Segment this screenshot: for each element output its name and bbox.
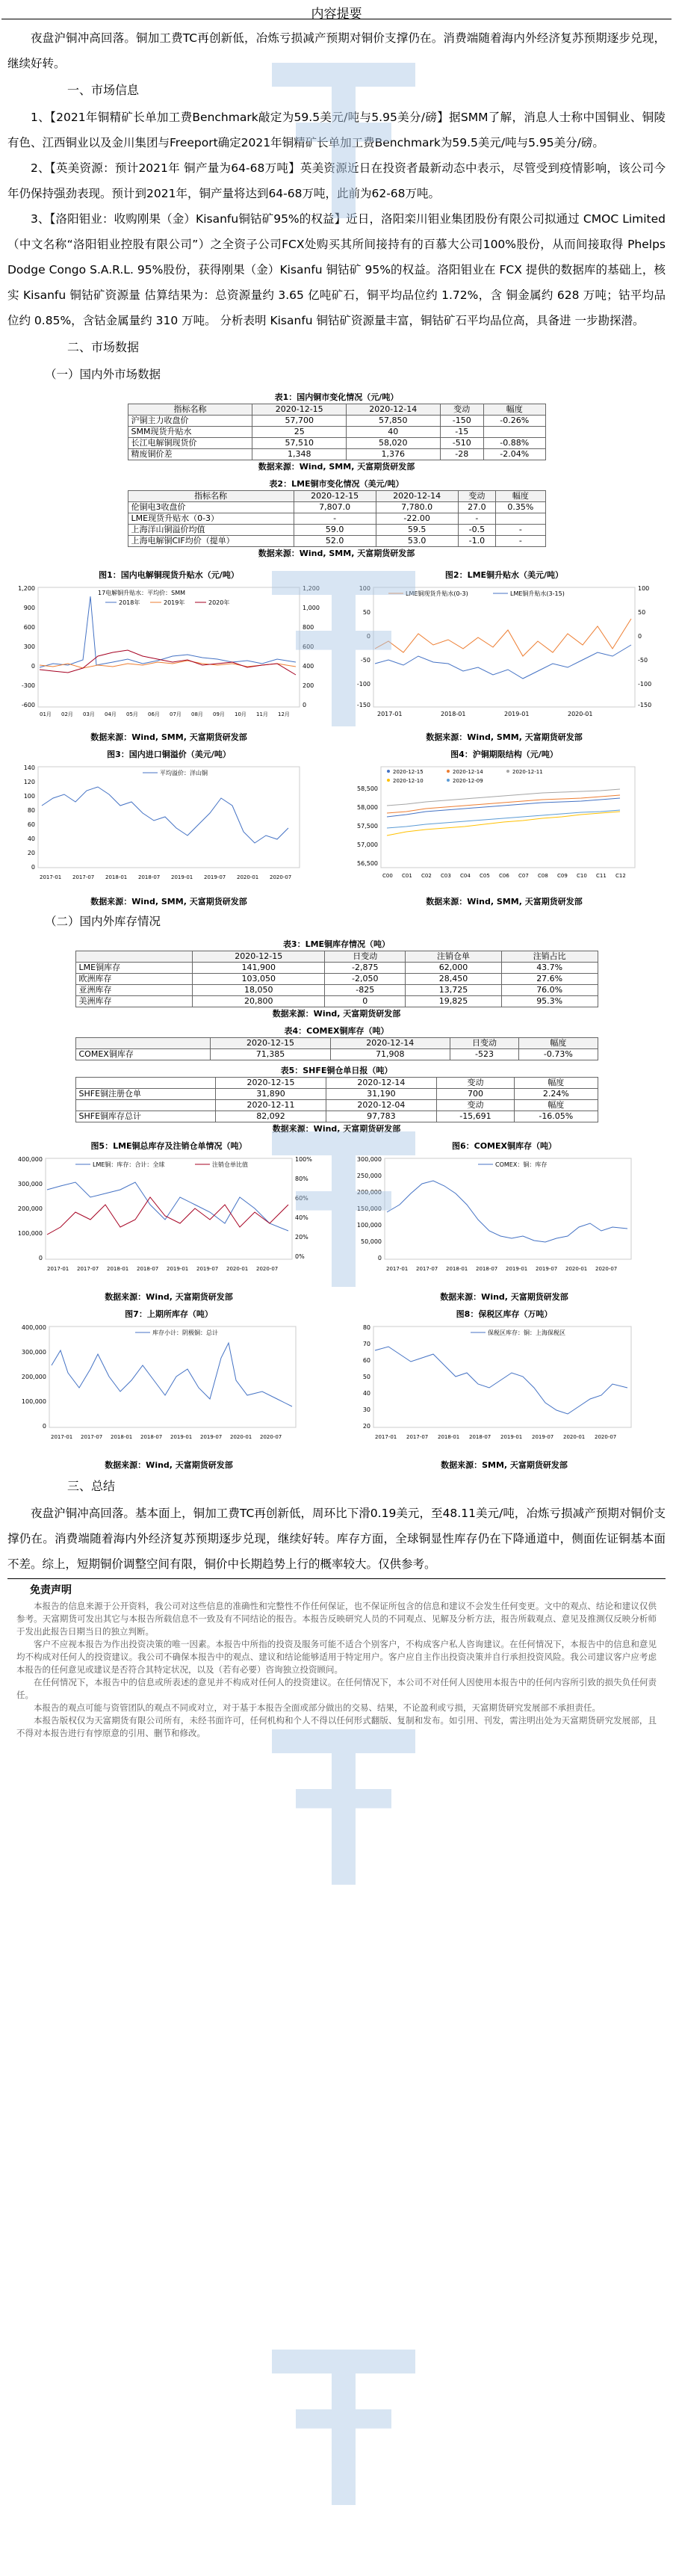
page-header: 内容提要 <box>1 0 672 19</box>
svg-text:06月: 06月 <box>148 711 160 717</box>
curve-1209 <box>387 810 620 828</box>
table-header: 2020-12-14 <box>346 404 440 416</box>
svg-text:2017-01: 2017-01 <box>40 874 62 880</box>
svg-text:60: 60 <box>362 1357 370 1364</box>
svg-text:-600: -600 <box>21 702 35 708</box>
svg-text:07月: 07月 <box>170 711 182 717</box>
series-lme-0-3 <box>375 619 631 656</box>
svg-text:2017-07: 2017-07 <box>72 874 95 880</box>
svg-text:2018-01: 2018-01 <box>111 1434 133 1440</box>
svg-text:400,000: 400,000 <box>17 1156 43 1163</box>
svg-text:50: 50 <box>362 609 370 616</box>
svg-text:0: 0 <box>366 633 370 640</box>
svg-text:60%: 60% <box>295 1195 308 1202</box>
table-row: SMM现货升贴水 25 40 -15 <box>128 427 545 438</box>
news-item-1: 1、【2021年铜精矿长单加工费Benchmark敲定为59.5美元/吨与5.95美分/磅】据SMM了解，消息人士称中国铜业、铜陵有色、江西铜业以及金川集团与Freeport确定2021年铜精矿长单加工费Benchmark为59.5美元/吨与5.95美分/磅。 <box>7 111 666 149</box>
svg-text:02月: 02月 <box>61 711 73 717</box>
svg-text:0: 0 <box>38 1255 43 1261</box>
svg-text:1,200: 1,200 <box>18 585 35 592</box>
svg-text:600: 600 <box>23 624 35 631</box>
subsection-inventory: （二）国内外库存情况 <box>45 915 161 928</box>
svg-text:2020-07: 2020-07 <box>260 1434 282 1440</box>
chart-bonded-inventory <box>344 1321 665 1459</box>
svg-text:2019-07: 2019-07 <box>532 1434 554 1440</box>
series-lme-3-15 <box>375 645 631 679</box>
source-note: 数据来源：SMM, 天富期货研发部 <box>441 1460 568 1470</box>
svg-text:2018-01: 2018-01 <box>105 874 128 880</box>
svg-text:250,000: 250,000 <box>356 1173 382 1179</box>
source-note: 数据来源：Wind, SMM, 天富期货研发部 <box>426 897 583 906</box>
news-item-3: 3、【洛阳钼业：收购刚果（金）Kisanfu铜钴矿95%的权益】近日，洛阳栾川钼业集团股份有限公司拟通过 CMOC Limited（中文名称“洛阳钼业控股有限公司”）之全资子公司FCX处购买其所间接持有的百慕大公司100%股份，从而间接取得 Phelps Dodge Congo S.A.R.L. 95%股份，获得刚果（金）Kisanfu 铜钴矿 95%的权益。洛阳钼业在 FCX 提供的数据库的基础上，核实 Kisanfu 铜钴矿资源量 估算结果为：总资源量约 3.65 亿吨矿石，铜平均品位约 1.72%，含 铜金属约 628 万吨；钴平均品位约 0.85%，含钴金属量约 310 万吨。 分析表明 Kisanfu 铜钴矿资源量丰富，铜钴矿石平均品位高，具备进 一步勘探潜。 <box>7 212 666 327</box>
figure-6-caption: 图6：COMEX铜库存（吨） <box>451 1141 557 1151</box>
watermark-logo <box>224 2302 463 2541</box>
source-note: 数据来源：Wind, SMM, 天富期货研发部 <box>426 732 583 742</box>
table1 <box>128 404 546 460</box>
series-yangshan <box>42 787 288 843</box>
table4-caption: 表4：COMEX铜库存（吨） <box>284 1026 389 1036</box>
svg-text:01月: 01月 <box>40 711 52 717</box>
curve-1211 <box>387 789 620 806</box>
series-shfe <box>52 1343 292 1406</box>
disclaimer-paragraph: 在任何情况下，本报告中的信息或所表述的意见并不构成对任何人的投资建议。在任何情况下，本公司不对任何人因使用本报告中的任何内容所引致的损失负任何责任。 <box>16 1677 657 1700</box>
table-row: 欧洲库存 103,050 -2,050 28,450 27.6% <box>75 974 598 985</box>
svg-text:2017-07: 2017-07 <box>406 1434 429 1440</box>
svg-text:2017-01: 2017-01 <box>51 1434 73 1440</box>
svg-text:-50: -50 <box>638 657 648 664</box>
svg-text:2020-01: 2020-01 <box>568 711 593 717</box>
table-row: COMEX铜库存 71,385 71,908 -523 -0.73% <box>75 1049 598 1060</box>
legend-label: 平均溢价：洋山铜 <box>160 770 208 776</box>
figure-1-caption: 图1：国内电解铜现货升贴水（元/吨） <box>99 570 239 580</box>
svg-text:2020-07: 2020-07 <box>595 1434 617 1440</box>
figure-8 <box>341 1304 667 1472</box>
svg-text:2017-07: 2017-07 <box>81 1434 103 1440</box>
svg-text:120: 120 <box>23 779 35 785</box>
svg-text:2018-07: 2018-07 <box>140 1434 163 1440</box>
disclaimer-paragraph: 客户不应视本报告为作出投资决策的唯一因素。本报告中所指的投资及服务可能不适合个别客户，不构成客户私人咨询建议。在任何情况下，本报告中的信息和意见均不构成对任何人的投资建议。我公司不确保本报告中的观点、建议和结论能够适用于特定用户。客户应自主作出投资决策并自行承担投资风险。我公司建议客户应考虑本报告的任何意见或建议是否符合其特定状况，以及（若有必要）咨询独立投资顾问。 <box>16 1639 657 1675</box>
svg-text:80: 80 <box>27 807 35 814</box>
svg-text:2019-01: 2019-01 <box>504 711 530 717</box>
chart-import-premium <box>8 761 329 895</box>
divider <box>7 1578 666 1579</box>
section-market-data: 二、市场数据 <box>67 340 140 354</box>
svg-text:0: 0 <box>31 663 35 670</box>
svg-text:50: 50 <box>638 609 646 616</box>
svg-text:2018-07: 2018-07 <box>137 1266 159 1272</box>
svg-text:300,000: 300,000 <box>17 1181 43 1187</box>
svg-text:100: 100 <box>638 585 650 592</box>
svg-text:C12: C12 <box>615 873 626 879</box>
svg-text:100: 100 <box>359 585 370 592</box>
table-header: 幅度 <box>496 491 545 502</box>
svg-text:C07: C07 <box>518 873 529 879</box>
source-note: 数据来源：Wind, 天富期货研发部 <box>272 1124 401 1134</box>
legend-label: LME铜升贴水(3-15) <box>510 590 565 597</box>
svg-text:2020-07: 2020-07 <box>256 1266 279 1272</box>
svg-text:100,000: 100,000 <box>17 1230 43 1237</box>
table-header: 2020-12-15 <box>294 491 376 502</box>
svg-text:70: 70 <box>362 1341 370 1347</box>
svg-text:0: 0 <box>303 702 307 708</box>
svg-text:800: 800 <box>303 624 314 631</box>
svg-text:40: 40 <box>27 835 35 842</box>
svg-text:11月: 11月 <box>256 711 268 717</box>
y-axis-right-ticks <box>303 585 320 708</box>
svg-text:2020-07: 2020-07 <box>595 1266 618 1272</box>
source-note: 数据来源：Wind, 天富期货研发部 <box>105 1292 233 1302</box>
chart-comex-inventory <box>344 1152 665 1291</box>
svg-text:300,000: 300,000 <box>356 1156 382 1163</box>
svg-text:56,500: 56,500 <box>357 860 378 867</box>
svg-text:2017-07: 2017-07 <box>416 1266 438 1272</box>
legend-label: 2018年 <box>119 599 140 606</box>
svg-text:200: 200 <box>303 682 314 689</box>
figure-4 <box>341 744 667 909</box>
svg-text:2017-01: 2017-01 <box>375 1434 397 1440</box>
figure-4-caption: 图4：沪铜期限结构（元/吨） <box>450 750 558 759</box>
svg-text:C05: C05 <box>480 873 490 879</box>
table-header: 变动 <box>440 404 483 416</box>
subsection-market-data: （一）国内外市场数据 <box>45 368 161 381</box>
table-row: 美洲库存 20,800 0 19,825 95.3% <box>75 996 598 1007</box>
curve-1214 <box>387 795 620 813</box>
svg-text:300: 300 <box>23 643 35 650</box>
legend-label: 保税区库存：铜：上海保税区 <box>488 1329 565 1336</box>
figure-3 <box>6 744 332 909</box>
svg-text:12月: 12月 <box>278 711 290 717</box>
svg-text:C08: C08 <box>538 873 548 879</box>
svg-text:-100: -100 <box>356 681 370 688</box>
figure-3-caption: 图3：国内进口铜溢价（美元/吨） <box>107 750 231 759</box>
conclusion-text: 夜盘沪铜冲高回落。基本面上，铜加工费TC再创新低，周环比下滑0.19美元，至48.11美元/吨，冶炼亏损减产预期对铜价支撑仍在。消费端随着海内外经济复苏预期逐步兑现，继续好转。库存方面，全球铜显性库存仍在下降通道中，侧面佐证铜基本面不差。综上，短期铜价调整空间有限，铜价中长期趋势上行的概率较大。仅供参考。 <box>7 1507 666 1571</box>
figure-5 <box>6 1136 332 1304</box>
svg-text:100%: 100% <box>295 1156 312 1163</box>
table3-caption: 表3：LME铜库存情况（吨） <box>282 939 391 949</box>
table-row: SHFE铜注册仓单 31,890 31,190 700 2.24% <box>75 1089 598 1100</box>
table4: 2020-12-15 2020-12-14 日变动 幅度 COMEX铜库存 71,385 71,908 -523 -0.73% <box>75 1037 598 1060</box>
table3: 2020-12-15 日变动 注销仓单 注销占比 LME铜库存 141,900 -2,875 62,000 43.7% 欧洲库存 103,050 -2,050 28,450 27.6% 亚洲库存 18,050 -825 13,725 76.0% 美洲库存 20,800 0 19,825 95.3% <box>75 951 598 1007</box>
svg-text:03月: 03月 <box>83 711 95 717</box>
figure-7-caption: 图7：上期所库存（吨） <box>125 1309 213 1319</box>
table-header: 变动 <box>458 491 496 502</box>
table-row: 2020-12-11 2020-12-04 变动 幅度 <box>75 1100 598 1111</box>
legend-label: 2019年 <box>164 599 185 606</box>
svg-text:2017-01: 2017-01 <box>47 1266 69 1272</box>
svg-text:0%: 0% <box>295 1253 305 1260</box>
svg-text:05月: 05月 <box>126 711 138 717</box>
svg-text:2017-07: 2017-07 <box>77 1266 99 1272</box>
legend-label: LME铜现货升贴水(0-3) <box>406 590 468 597</box>
disclaimer-paragraph: 本报告的观点可能与资管团队的观点不同或对立，对于基于本报告全面或部分做出的交易、结果，不论盈利或亏损，天富期货研究发展部不承担责任。 <box>34 1702 601 1713</box>
table-row: 沪铜主力收盘价 57,700 57,850 -150 -0.26% <box>128 416 545 427</box>
figure-1 <box>6 565 332 744</box>
svg-text:20: 20 <box>27 850 35 856</box>
svg-text:2019-07: 2019-07 <box>536 1266 558 1272</box>
table-row: 长江电解铜现货价 57,510 58,020 -510 -0.88% <box>128 438 545 449</box>
chart-lme-premium <box>344 581 665 731</box>
source-note: 数据来源：Wind, 天富期货研发部 <box>272 1009 401 1019</box>
chart-lme-inventory <box>8 1152 329 1291</box>
source-note: 数据来源：Wind, SMM, 天富期货研发部 <box>258 462 415 472</box>
legend-label: 库存小计：阴极铜：总计 <box>152 1329 218 1336</box>
source-note: 数据来源：Wind, 天富期货研发部 <box>105 1460 233 1470</box>
svg-text:2018-01: 2018-01 <box>107 1266 129 1272</box>
svg-text:57,500: 57,500 <box>357 823 378 830</box>
svg-text:2018-01: 2018-01 <box>438 1434 460 1440</box>
svg-text:2019-01: 2019-01 <box>171 874 193 880</box>
svg-text:58,500: 58,500 <box>357 785 378 792</box>
legend-label: 2020-12-09 <box>453 778 483 784</box>
svg-text:0: 0 <box>377 1255 382 1261</box>
svg-text:10月: 10月 <box>235 711 246 717</box>
figure-6 <box>341 1136 667 1304</box>
svg-text:C01: C01 <box>402 873 412 879</box>
svg-text:2017-01: 2017-01 <box>386 1266 409 1272</box>
curve-1210 <box>387 812 620 835</box>
svg-text:30: 30 <box>362 1406 370 1413</box>
table2 <box>128 490 546 547</box>
svg-text:1,000: 1,000 <box>303 605 320 611</box>
svg-text:0: 0 <box>42 1423 46 1430</box>
svg-text:50: 50 <box>362 1374 370 1380</box>
table-row: 上海电解铜CIF均价（提单） 52.0 53.0 -1.0 - <box>128 536 545 547</box>
svg-text:C02: C02 <box>421 873 432 879</box>
chart-shfe-inventory <box>8 1321 329 1459</box>
svg-text:60: 60 <box>27 821 35 828</box>
y-axis-ticks <box>18 585 35 708</box>
figure-7 <box>6 1304 332 1472</box>
source-note: 数据来源：Wind, SMM, 天富期货研发部 <box>90 732 247 742</box>
svg-text:09月: 09月 <box>213 711 225 717</box>
svg-text:50,000: 50,000 <box>361 1238 382 1245</box>
svg-text:2020-01: 2020-01 <box>226 1266 249 1272</box>
disclaimer-paragraph: 本报告的信息来源于公开资料，我公司对这些信息的准确性和完整性不作任何保证，也不保证所包含的信息和建议不会发生任何变更。文中的观点、结论和建议仅供参考。天富期货可发出其它与本报告所载信息不一致及有不同结论的报告。本报告反映研究人员的不同观点、见解及分析方法，报告所载观点、意见及推测仅反映分析师于发出此报告日期当日的独立判断。 <box>16 1601 657 1637</box>
table5 <box>75 1077 598 1122</box>
svg-text:0: 0 <box>638 633 642 640</box>
svg-text:C10: C10 <box>577 873 587 879</box>
svg-text:-150: -150 <box>638 702 652 708</box>
svg-text:C09: C09 <box>557 873 568 879</box>
svg-text:2019-07: 2019-07 <box>200 1434 223 1440</box>
svg-text:C00: C00 <box>382 873 393 879</box>
svg-text:C04: C04 <box>460 873 471 879</box>
svg-text:C11: C11 <box>596 873 607 879</box>
svg-text:57,000: 57,000 <box>357 841 378 848</box>
svg-text:-50: -50 <box>360 657 370 664</box>
source-note: 数据来源：Wind, SMM, 天富期货研发部 <box>90 897 247 906</box>
source-note: 数据来源：Wind, SMM, 天富期货研发部 <box>258 549 415 558</box>
svg-text:200,000: 200,000 <box>21 1374 46 1380</box>
svg-text:2020-01: 2020-01 <box>565 1266 588 1272</box>
svg-text:400,000: 400,000 <box>21 1324 46 1331</box>
svg-text:-100: -100 <box>638 681 652 688</box>
svg-text:1,200: 1,200 <box>303 585 320 592</box>
svg-text:04月: 04月 <box>105 711 117 717</box>
svg-text:2019-07: 2019-07 <box>204 874 226 880</box>
svg-text:2019-01: 2019-01 <box>170 1434 193 1440</box>
svg-text:150,000: 150,000 <box>356 1205 382 1212</box>
legend-label: COMEX：铜：库存 <box>495 1161 548 1168</box>
svg-text:2019-07: 2019-07 <box>196 1266 219 1272</box>
figure-2-caption: 图2：LME铜升贴水（美元/吨） <box>444 570 564 580</box>
svg-text:2020-01: 2020-01 <box>230 1434 252 1440</box>
section-market-info: 一、市场信息 <box>67 83 140 97</box>
svg-text:2020-01: 2020-01 <box>563 1434 586 1440</box>
table-header: 指标名称 <box>128 404 252 416</box>
table-header: 指标名称 <box>128 491 294 502</box>
svg-text:200,000: 200,000 <box>17 1205 43 1212</box>
disclaimer-title: 免责声明 <box>30 1584 72 1596</box>
series-bonded <box>375 1347 627 1414</box>
figure-2 <box>341 565 667 744</box>
svg-text:40%: 40% <box>295 1214 308 1221</box>
series-2018 <box>40 596 296 667</box>
chart-legend-title: 17电解铜升贴水：平均价：SMM <box>98 590 186 596</box>
table5-caption: 表5：SHFE铜仓单日报（吨） <box>280 1066 393 1075</box>
table-row: 精废铜价差 1,348 1,376 -28 -2.04% <box>128 449 545 460</box>
svg-text:400: 400 <box>303 663 314 670</box>
legend-label: LME铜：库存：合计：全球 <box>93 1161 165 1168</box>
svg-text:-150: -150 <box>356 702 370 708</box>
svg-text:200,000: 200,000 <box>356 1189 382 1196</box>
table-row: 亚洲库存 18,050 -825 13,725 76.0% <box>75 985 598 996</box>
svg-text:-300: -300 <box>21 682 35 689</box>
series-lme-stock <box>47 1182 288 1231</box>
svg-text:2019-01: 2019-01 <box>500 1434 523 1440</box>
table-header: 2020-12-15 <box>252 404 347 416</box>
chart-term-structure <box>344 761 665 895</box>
svg-text:2018-07: 2018-07 <box>476 1266 498 1272</box>
svg-text:100,000: 100,000 <box>356 1222 382 1229</box>
legend-label: 2020-12-15 <box>393 769 424 775</box>
svg-text:C03: C03 <box>441 873 451 879</box>
table1-caption: 表1：国内铜市变化情况（元/吨） <box>274 392 399 402</box>
svg-text:20: 20 <box>362 1423 370 1430</box>
svg-text:2020-07: 2020-07 <box>270 874 292 880</box>
svg-text:80: 80 <box>362 1324 370 1331</box>
svg-text:2018-07: 2018-07 <box>138 874 161 880</box>
svg-text:08月: 08月 <box>191 711 203 717</box>
svg-text:900: 900 <box>23 605 35 611</box>
svg-text:80%: 80% <box>295 1176 308 1182</box>
table-row: SHFE铜库存总计 82,092 97,783 -15,691 -16.05% <box>75 1111 598 1122</box>
svg-text:100,000: 100,000 <box>21 1398 46 1405</box>
svg-text:2019-01: 2019-01 <box>506 1266 528 1272</box>
table-row: LME铜库存 141,900 -2,875 62,000 43.7% <box>75 963 598 974</box>
svg-text:20%: 20% <box>295 1234 308 1241</box>
legend-label: 2020-12-14 <box>453 769 483 775</box>
table-row: 2020-12-15 2020-12-14 变动 幅度 <box>75 1078 598 1089</box>
table-header: 幅度 <box>483 404 545 416</box>
svg-text:300,000: 300,000 <box>21 1349 46 1356</box>
legend-label: 注销仓单比值 <box>212 1161 248 1168</box>
table2-caption: 表2：LME铜市变化情况（美元/吨） <box>269 479 404 489</box>
svg-text:2020-01: 2020-01 <box>237 874 259 880</box>
svg-text:C06: C06 <box>499 873 509 879</box>
svg-text:2018-01: 2018-01 <box>446 1266 468 1272</box>
section-summary: 三、总结 <box>67 1479 116 1493</box>
series-comex <box>387 1181 627 1242</box>
legend-label: 2020-12-11 <box>512 769 543 775</box>
table-row: 上海洋山铜溢价均值 59.0 59.5 -0.5 - <box>128 525 545 536</box>
summary-text: 夜盘沪铜冲高回落。铜加工费TC再创新低，冶炼亏损减产预期对铜价支撑仍在。消费端随着海内外经济复苏预期逐步兑现，继续好转。 <box>7 31 666 70</box>
table-header: 2020-12-14 <box>376 491 458 502</box>
legend-label: 2020年 <box>208 599 230 606</box>
svg-text:100: 100 <box>23 793 35 800</box>
svg-text:2019-01: 2019-01 <box>167 1266 189 1272</box>
source-note: 数据来源：Wind, 天富期货研发部 <box>440 1292 568 1302</box>
figure-5-caption: 图5：LME铜总库存及注销仓单情况（吨） <box>90 1141 247 1151</box>
svg-text:2017-01: 2017-01 <box>377 711 403 717</box>
legend-label: 2020-12-10 <box>393 778 424 784</box>
table-row: LME现货升贴水（0-3） - -22.00 - <box>128 513 545 525</box>
x-axis-ticks <box>40 711 290 717</box>
figure-8-caption: 图8：保税区库存（万吨） <box>456 1309 553 1319</box>
table-row: 伦铜电3收盘价 7,807.0 7,780.0 27.0 0.35% <box>128 502 545 513</box>
svg-text:140: 140 <box>23 765 35 771</box>
svg-text:2018-01: 2018-01 <box>441 711 466 717</box>
disclaimer-paragraph: 本报告版权仅为天富期货有限公司所有，未经书面许可，任何机构和个人不得以任何形式翻版、复制和发布。如引用、刊发，需注明出处为天富期货研究发展部，且不得对本报告进行有悖原意的引用、删节和修改。 <box>16 1715 657 1738</box>
svg-text:58,000: 58,000 <box>357 804 378 811</box>
svg-text:0: 0 <box>31 864 35 871</box>
news-item-2: 2、【英美资源：预计2021年 铜产量为64-68万吨】英美资源近日在投资者最新动态中表示，尽管受到疫情影响，该公司今年仍保持强劲表现。预计到2021年，铜产量将达到64-68万吨，此前为62-68万吨。 <box>7 161 666 200</box>
svg-text:40: 40 <box>362 1390 370 1397</box>
chart-spot-premium <box>8 581 329 731</box>
svg-text:600: 600 <box>303 643 314 650</box>
svg-text:2018-07: 2018-07 <box>469 1434 491 1440</box>
